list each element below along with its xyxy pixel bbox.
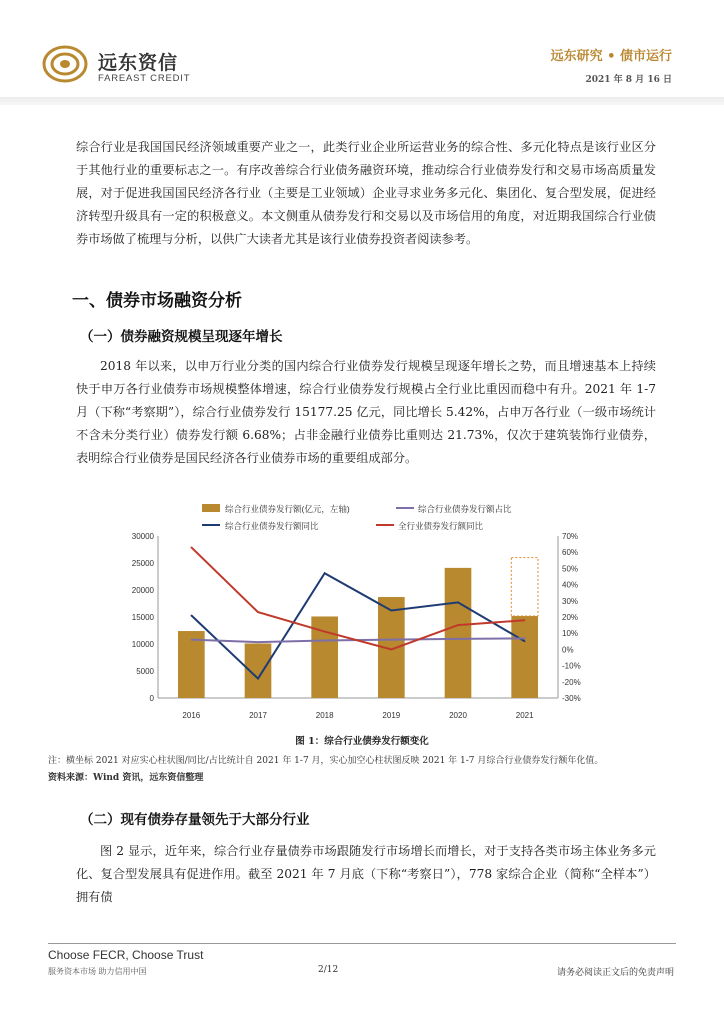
line-series-1 xyxy=(191,573,524,678)
y-right-tick-label: 60% xyxy=(562,548,579,558)
footer-disclaimer: 请务必阅读正文后的免责声明 xyxy=(556,968,674,978)
report-series: 远东研究 • 债市运行 xyxy=(550,49,672,64)
y-right-tick-label: 50% xyxy=(562,564,579,574)
figure-note: 注：横坐标 2021 对应实心柱状图/同比/占比统计自 2021 年 1-7 月，实心加空心柱状图反映 2021 年 1-7 月综合行业债券发行额年化值。 xyxy=(48,756,604,766)
fareast-logo-icon xyxy=(42,44,88,84)
section-title: 一、债券市场融资分析 xyxy=(72,291,242,311)
y-left-tick-label: 15000 xyxy=(131,613,154,622)
y-left-tick-label: 30000 xyxy=(131,532,154,541)
legend-label-share: 综合行业债券发行额占比 xyxy=(418,504,512,514)
x-tick-label: 2020 xyxy=(449,711,467,720)
legend-swatch-bar xyxy=(202,504,220,512)
bar-2021-annualized xyxy=(511,558,538,616)
line-point-3-2017 xyxy=(257,611,259,613)
x-tick-label: 2018 xyxy=(315,711,334,720)
line-point-3-2020 xyxy=(457,624,459,626)
bar-2021 xyxy=(511,616,538,698)
line-point-2-2018 xyxy=(324,640,326,642)
line-series-3 xyxy=(191,547,524,649)
report-date: 2021 年 8 月 16 日 xyxy=(585,75,672,85)
x-tick-label: 2016 xyxy=(182,711,201,720)
y-left-tick-label: 25000 xyxy=(131,559,154,568)
y-right-tick-label: -20% xyxy=(562,677,581,687)
y-right-tick-label: 0% xyxy=(562,645,574,655)
line-point-1-2021 xyxy=(524,641,526,643)
line-point-1-2020 xyxy=(457,602,459,604)
y-left-tick-label: 20000 xyxy=(131,586,154,595)
line-point-3-2021 xyxy=(524,619,526,621)
line-point-3-2018 xyxy=(324,631,326,633)
line-point-2-2016 xyxy=(191,639,193,641)
y-left-tick-label: 10000 xyxy=(131,640,154,649)
subsection-paragraph-2: 图 2 显示，近年来，综合行业存量债券市场跟随发行市场增长而增长，对于支持各类市场主体业务多元化、复合型发展具有促进作用。截至 2021 年 7 月底（下称“考察日”），778 家综合企业（简称“全样本”）拥有债 xyxy=(76,844,656,904)
figure-caption: 图 1：综合行业债券发行额变化 xyxy=(295,736,429,747)
intro-paragraph: 综合行业是我国国民经济领域重要产业之一，此类行业企业所运营业务的综合性、多元化特点是该行业区分于其他行业的重要标志之一。有序改善综合行业债务融资环境，推动综合行业债券发行和交易市场高质量发展，对于促进我国国民经济各行业（主要是工业领域）企业寻求业务多元化、集团化、复合型发展，促进经济转型升级具有一定的积极意义。本文侧重从债券发行和交易以及市场信用的角度，对近期我国综合行业债券市场做了梳理与分析，以供广大读者尤其是该行业债券投资者阅读参考。 xyxy=(76,140,656,246)
footer-divider xyxy=(48,943,676,944)
line-point-1-2018 xyxy=(324,572,326,574)
x-tick-label: 2019 xyxy=(382,711,401,720)
bar-2020 xyxy=(445,568,472,698)
page-number: 2/12 xyxy=(318,965,339,975)
x-tick-label: 2017 xyxy=(249,711,267,720)
line-point-2-2017 xyxy=(257,641,259,643)
logo-chinese: 远东资信 xyxy=(98,52,179,74)
subsection-paragraph-1: 2018 年以来，以申万行业分类的国内综合行业债券发行规模呈现逐年增长之势，而且增速基本上持续快于申万各行业债券市场规模整体增速，综合行业债券发行规模占全行业比重因而稳中有升。2021 年 1-7 月（下称“考察期”），综合行业债券发行 15177.25 亿元，同比增长 5.42%，占申万各行业（一级市场统计不含未分类行业）债券发行额 6.68%；占非金融行业债券比重则达 21.73%，仅次于建筑装饰行业债券，表明综合行业债券是国民经济各行业债券市场的重要组成部分。 xyxy=(76,359,656,465)
y-right-tick-label: 30% xyxy=(562,596,579,606)
footer-slogan: 服务资本市场 助力信用中国 xyxy=(48,967,147,976)
line-point-1-2016 xyxy=(191,615,193,617)
subsection-title-1: （一）债券融资规模呈现逐年增长 xyxy=(80,329,283,345)
legend-label-bar: 综合行业债券发行额(亿元，左轴) xyxy=(225,504,350,514)
subsection-title-2: （二）现有债券存量领先于大部分行业 xyxy=(80,812,310,828)
x-tick-label: 2021 xyxy=(515,711,534,720)
line-point-2-2020 xyxy=(457,638,459,640)
line-point-3-2016 xyxy=(191,547,193,549)
line-point-2-2021 xyxy=(524,638,526,640)
line-point-1-2019 xyxy=(391,610,393,612)
y-right-tick-label: 70% xyxy=(562,532,579,541)
legend-label-all-yoy: 全行业债券发行额同比 xyxy=(398,521,484,531)
line-point-2-2019 xyxy=(391,639,393,641)
y-right-tick-label: 40% xyxy=(562,580,579,590)
footer-brand: Choose FECR, Choose Trust xyxy=(48,948,204,962)
header-divider xyxy=(0,97,724,105)
figure-source: 资料来源：Wind 资讯，远东资信整理 xyxy=(48,773,204,783)
y-right-tick-label: -10% xyxy=(562,661,581,671)
issuance-chart xyxy=(118,500,598,726)
y-left-tick-label: 0 xyxy=(149,694,154,703)
bar-2016 xyxy=(178,631,205,698)
y-left-tick-label: 5000 xyxy=(136,667,154,676)
line-point-1-2017 xyxy=(257,678,259,680)
y-right-tick-label: 10% xyxy=(562,629,579,639)
y-right-tick-label: -30% xyxy=(562,694,581,703)
y-right-tick-label: 20% xyxy=(562,613,579,622)
logo-english: FAREAST CREDIT xyxy=(98,73,191,84)
legend-label-yoy: 综合行业债券发行额同比 xyxy=(225,521,319,531)
line-point-3-2019 xyxy=(391,649,393,651)
